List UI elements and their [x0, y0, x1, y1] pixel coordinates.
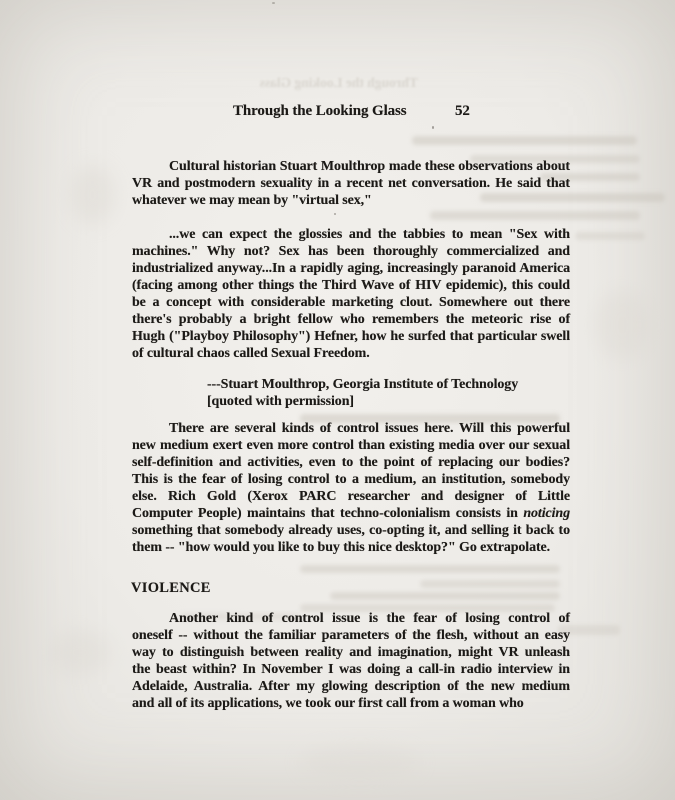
- bleedthrough-smudge: [575, 232, 645, 240]
- scan-mottle: [50, 630, 110, 675]
- text-line: VR and postmodern sexuality in a recent net conversation. He said that: [132, 176, 570, 191]
- scan-mottle: [300, 745, 420, 780]
- running-header-title: Through the Looking Glass: [233, 103, 407, 119]
- bleedthrough-smudge: [300, 565, 560, 573]
- text-line: Cultural historian Stuart Moulthrop made these observations about: [169, 159, 570, 174]
- blockquote-moulthrop: [132, 226, 570, 362]
- section-heading-violence: VIOLENCE: [131, 580, 211, 596]
- text-line: them -- "how would you like to buy this nice desktop?" Go extrapolate.: [132, 540, 551, 555]
- attribution: [207, 376, 518, 410]
- text-line: of cultural chaos called Sexual Freedom.: [132, 346, 370, 361]
- text-line: way to distinguish between reality and imagination, might VR unleash: [132, 645, 570, 660]
- text-line: oneself -- without the familiar parameters of the flesh, without an easy: [132, 628, 570, 643]
- bleedthrough-smudge: [420, 580, 560, 588]
- text-line: be a concept with considerable marketing clout. Somewhere out there: [132, 295, 570, 310]
- text-line: (facing among other things the Third Wave of HIV epidemic), this could: [132, 278, 570, 293]
- text-line: new medium exert even more control than existing media over our sexual: [132, 438, 570, 453]
- text-line: There are several kinds of control issues here. Will this powerful: [169, 421, 570, 436]
- text-line: machines." Why not? Sex has been thoroughly commercialized and: [132, 244, 570, 259]
- scan-speck: [272, 2, 275, 4]
- text-line: there's probably a bright fellow who remembers the meteoric rise of: [132, 312, 570, 327]
- text-line: whatever we may mean by "virtual sex,": [132, 193, 372, 208]
- text-line: else. Rich Gold (Xerox PARC researcher and designer of Little: [132, 489, 570, 504]
- text-line: Computer People) maintains that techno-colonialism consists in noticing: [132, 506, 570, 521]
- scan-speck: [334, 213, 336, 215]
- text-line: ...we can expect the glossies and the tabbies to mean "Sex with: [169, 227, 570, 242]
- paragraph-control-issues: [132, 420, 570, 556]
- text-line: ---Stuart Moulthrop, Georgia Institute of Technology: [207, 377, 519, 392]
- paragraph-violence: [132, 610, 570, 712]
- paragraph-intro: [132, 158, 570, 209]
- text-line: the beast within? In November I was doing a call-in radio interview in: [132, 662, 570, 677]
- text-line: Adelaide, Australia. After my glowing description of the new medium: [132, 679, 570, 694]
- page-number: 52: [455, 103, 470, 119]
- scan-speck: [432, 126, 434, 129]
- text-line: something that somebody already uses, co-opting it, and selling it back to: [132, 523, 570, 538]
- bleedthrough-smudge: [430, 211, 640, 220]
- bleedthrough-smudge: [412, 136, 637, 145]
- text-line: Another kind of control issue is the fear of losing control of: [169, 611, 570, 626]
- text-line: This is the fear of losing control to a medium, an institution, somebody: [132, 472, 570, 487]
- text-line: self-definition and activities, even to the point of replacing our bodies?: [132, 455, 570, 470]
- scan-mottle: [595, 290, 650, 360]
- scan-mottle: [70, 165, 115, 225]
- bleedthrough-header-text: Through the Looking Glass: [259, 75, 418, 90]
- text-line: and all of its applications, we took our first call from a woman who: [132, 696, 524, 711]
- bleedthrough-smudge: [330, 592, 560, 600]
- text-line: Hugh ("Playboy Philosophy") Hefner, how he surfed that particular swell: [132, 329, 570, 344]
- text-line: [quoted with permission]: [207, 394, 354, 409]
- text-line: industrialized anyway...In a rapidly aging, increasingly paranoid America: [132, 261, 570, 276]
